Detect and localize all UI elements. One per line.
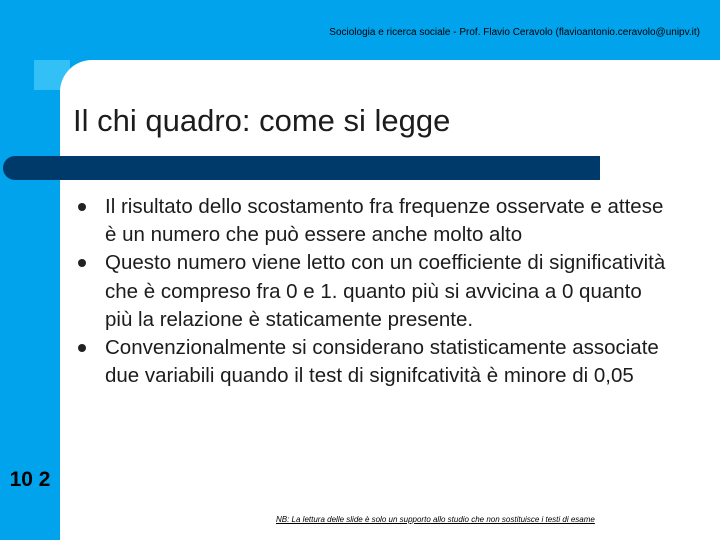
bullet-list xyxy=(74,193,674,390)
bullet-text: Questo numero viene letto con un coefficiente di significatività che è compreso fra 0 e 1. quanto più si avvicina a 0 quanto più la relazione è staticamente presente. xyxy=(105,251,666,331)
bullet-dot-icon xyxy=(78,259,86,267)
bullet-text: Convenzionalmente si considerano statisticamente associate due variabili quando il test di signifcatività è minore di 0,05 xyxy=(105,336,659,388)
slide-number: 10 2 xyxy=(9,468,51,491)
footnote: NB: La lettura delle slide è solo un supporto allo studio che non sostituisce i testi di esame xyxy=(276,515,595,524)
bullet-text: Il risultato dello scostamento fra frequenze osservate e attese è un numero che può essere anche molto alto xyxy=(105,195,664,247)
bullet-item xyxy=(74,334,674,390)
course-header: Sociologia e ricerca sociale - Prof. Flavio Ceravolo (flavioantonio.ceravolo@unipv.it) xyxy=(329,27,700,38)
bullet-dot-icon xyxy=(78,203,86,211)
bullet-item xyxy=(74,193,674,249)
slide-title: Il chi quadro: come si legge xyxy=(73,103,451,138)
bullet-dot-icon xyxy=(78,344,86,352)
bullet-item xyxy=(74,249,674,334)
title-rule-bar xyxy=(3,156,600,180)
